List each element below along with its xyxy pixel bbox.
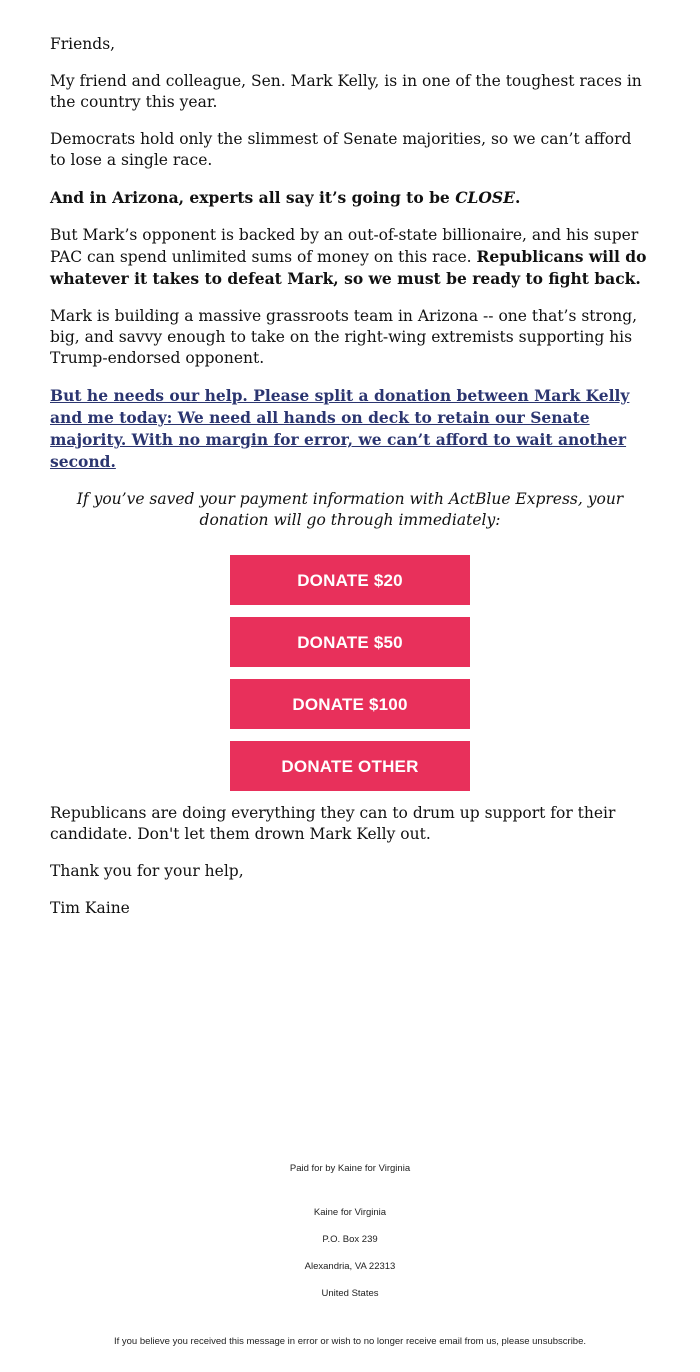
paragraph-cta xyxy=(50,385,650,473)
paragraph-grassroots: Mark is building a massive grassroots team in Arizona -- one that’s strong, big, and savvy enough to take on the right-wing extremists supporting his Trump-endorsed opponent. xyxy=(50,307,638,367)
greeting: Friends, xyxy=(50,35,116,53)
donate-50-button[interactable]: DONATE $50 xyxy=(230,617,470,667)
paragraph-drum-up-support: Republicans are doing everything they can to drum up support for their candidate. Don't let them drown Mark Kelly out. xyxy=(50,804,616,843)
donate-20-button[interactable]: DONATE $20 xyxy=(230,555,470,605)
email-body xyxy=(50,34,650,935)
close-emphasis: CLOSE xyxy=(455,188,515,207)
donate-buttons xyxy=(50,555,650,803)
arizona-bold-text: And in Arizona, experts all say it’s going to be CLOSE. xyxy=(50,188,521,207)
footer xyxy=(0,1163,700,1174)
footer-org: Kaine for Virginia xyxy=(313,1207,387,1218)
actblue-express-note: If you’ve saved your payment information with ActBlue Express, your donation will go through immediately: xyxy=(76,490,624,529)
footer-city: Alexandria, VA 22313 xyxy=(304,1261,396,1272)
unsubscribe-text[interactable]: If you believe you received this message in error or wish to no longer receive email from us, please unsubscribe. xyxy=(113,1336,587,1347)
footer-po-box: P.O. Box 239 xyxy=(322,1234,378,1245)
footer-unsubscribe xyxy=(0,1336,700,1347)
donation-cta-link[interactable]: But he needs our help. Please split a donation between Mark Kelly and me today: We need all hands on deck to retain our Senate majority. With no margin for error, we can’t afford to wait another second. xyxy=(50,386,630,471)
footer-address xyxy=(0,1207,700,1299)
republicans-bold-text: Republicans will do whatever it takes to defeat Mark, so we must be ready to fight back. xyxy=(50,247,647,288)
paragraph-kelly-race: My friend and colleague, Sen. Mark Kelly, is in one of the toughest races in the country this year. xyxy=(50,72,642,111)
footer-country: United States xyxy=(321,1288,379,1299)
donate-100-button[interactable]: DONATE $100 xyxy=(230,679,470,729)
paragraph-arizona-close xyxy=(50,187,650,209)
paragraph-opponent-billionaire: But Mark’s opponent is backed by an out-of-state billionaire, and his super PAC can spend unlimited sums of money on this race. Republicans will do whatever it takes to defeat Mark, so we must be ready to fight back. xyxy=(50,226,647,288)
paragraph-senate-majority: Democrats hold only the slimmest of Senate majorities, so we can’t afford to lose a single race. xyxy=(50,130,632,169)
signature: Tim Kaine xyxy=(50,899,130,917)
paid-for-line: Paid for by Kaine for Virginia xyxy=(289,1163,411,1174)
thanks-line: Thank you for your help, xyxy=(50,862,244,880)
donate-other-button[interactable]: DONATE OTHER xyxy=(230,741,470,791)
